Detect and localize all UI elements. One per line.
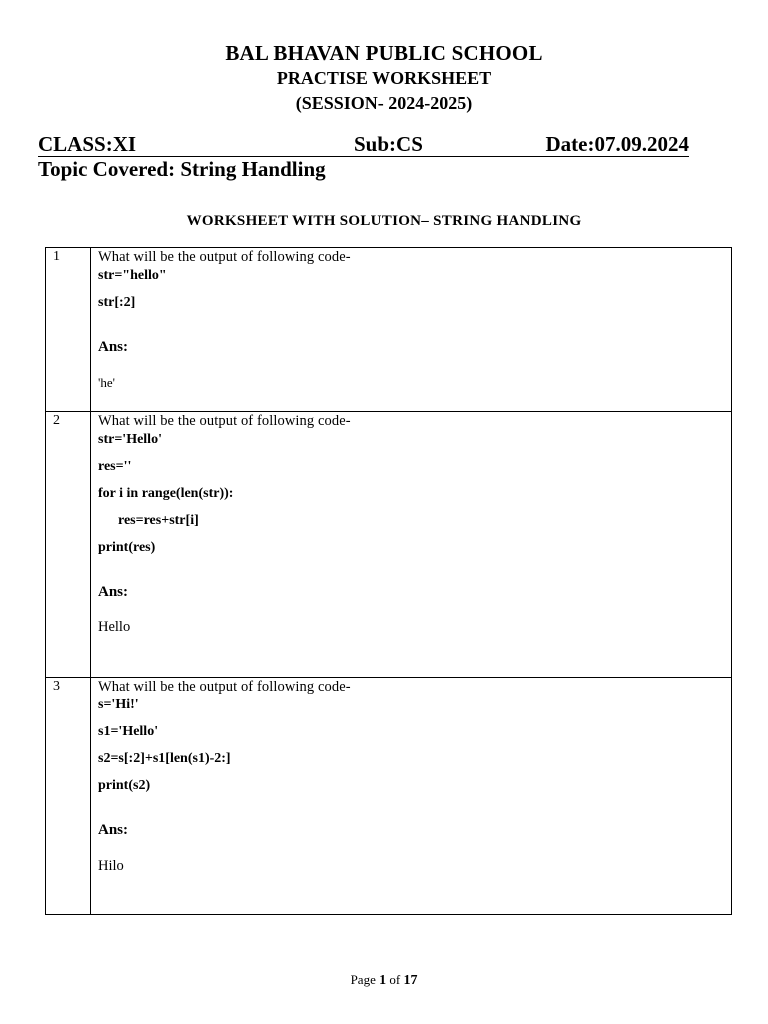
code-line: for i in range(len(str)): [98, 486, 234, 501]
answer-label: Ans: [98, 584, 129, 600]
topic-covered: Topic Covered: String Handling [38, 157, 326, 181]
subject-label: Sub:CS [354, 132, 423, 156]
code-line: str='Hello' [98, 432, 162, 447]
class-label: CLASS:XI [38, 132, 137, 156]
code-line: s2=s[:2]+s1[len(s1)-2:] [98, 751, 231, 766]
question-prompt: What will be the output of following code- [98, 679, 351, 695]
question-table [45, 247, 732, 915]
question-row [46, 678, 731, 914]
answer-text: Hilo [98, 858, 124, 874]
page-footer [0, 972, 768, 989]
page-word: Page [350, 972, 376, 987]
worksheet-heading: WORKSHEET WITH SOLUTION– STRING HANDLING [186, 213, 582, 229]
class-info-line [38, 132, 689, 157]
question-row [46, 412, 731, 678]
code-line: print(s2) [98, 778, 151, 793]
code-line: str="hello" [98, 268, 167, 283]
answer-label: Ans: [98, 339, 129, 355]
answer-label: Ans: [98, 822, 129, 838]
worksheet-title: PRACTISE WORKSHEET [276, 68, 492, 88]
code-line: s1='Hello' [98, 724, 159, 739]
total-pages-number: 17 [403, 973, 418, 988]
code-line: print(res) [98, 540, 156, 555]
question-row [46, 248, 731, 412]
question-number: 1 [53, 249, 60, 264]
current-page-number: 1 [379, 973, 387, 988]
answer-text: Hello [98, 619, 131, 635]
code-line: str[:2] [98, 295, 136, 310]
session-label: (SESSION- 2024-2025) [295, 93, 473, 113]
of-word: of [389, 972, 401, 987]
question-prompt: What will be the output of following code- [98, 249, 351, 265]
code-line: res='' [98, 459, 132, 474]
code-line: res=res+str[i] [118, 513, 199, 528]
question-number: 3 [53, 679, 60, 694]
date-label: Date:07.09.2024 [545, 132, 689, 156]
answer-text: 'he' [98, 375, 115, 390]
school-name: BAL BHAVAN PUBLIC SCHOOL [225, 41, 543, 65]
code-line: s='Hi!' [98, 697, 139, 712]
question-prompt: What will be the output of following code- [98, 413, 351, 429]
question-number: 2 [53, 413, 60, 428]
